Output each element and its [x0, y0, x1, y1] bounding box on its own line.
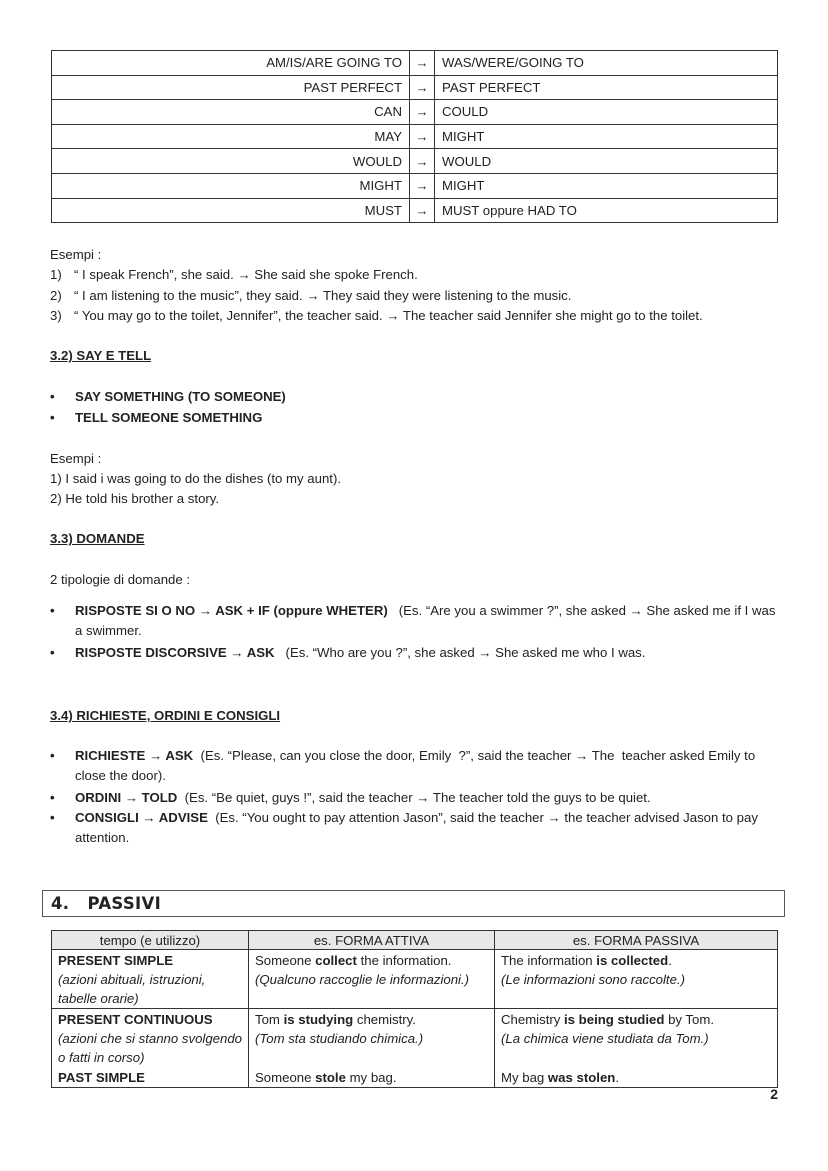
- bullet-text: (Es. “Who are you ?”, she asked → She asked me who I was.: [274, 645, 646, 660]
- from-tense: PAST PERFECT: [52, 75, 410, 100]
- bullet-bold-text: CONSIGLI → ADVISE: [75, 810, 208, 825]
- list-item: [50, 387, 780, 407]
- example-text: “ You may go to the toilet, Jennifer”, the teacher said. → The teacher said Jennifer she might go to the toilet.: [74, 308, 703, 323]
- passive-translation: (Le informazioni sono raccolte.): [501, 972, 685, 987]
- bullet-text: SAY SOMETHING (TO SOMEONE): [75, 389, 286, 404]
- active-text: chemistry.: [353, 1012, 416, 1027]
- tense-usage: (azioni che si stanno svolgendo o fatti in corso): [58, 1031, 243, 1065]
- from-tense: MAY: [52, 124, 410, 149]
- active-verb: is studying: [283, 1012, 354, 1027]
- passive-text: My bag: [501, 1070, 548, 1085]
- arrow-icon: →: [410, 149, 435, 174]
- arrow-icon: →: [410, 75, 435, 100]
- list-item: [50, 643, 780, 663]
- example-item: 1) I said i was going to do the dishes (to my aunt).: [50, 471, 342, 486]
- list-item: [50, 601, 780, 641]
- bullet-text: (Es. “Are you a swimmer ?”, she asked → She asked me if I was a swimmer.: [75, 603, 780, 638]
- passive-translation: (La chimica viene studiata da Tom.): [501, 1031, 709, 1046]
- list-item: [50, 408, 780, 428]
- table-row: [52, 149, 778, 174]
- example-text: “ I am listening to the music”, they said. → They said they were listening to the music.: [74, 288, 572, 303]
- section-heading-3-3: 3.3) DOMANDE: [50, 531, 145, 546]
- to-tense: WAS/WERE/GOING TO: [435, 51, 778, 76]
- passive-table: [51, 930, 778, 1088]
- active-translation: (Tom sta studiando chimica.): [255, 1031, 424, 1046]
- example-text: “ I speak French”, she said. → She said she spoke French.: [74, 267, 418, 282]
- bullet-icon: •: [50, 810, 55, 825]
- bullet-icon: •: [50, 748, 55, 763]
- bullet-bold-text: RISPOSTE SI O NO → ASK + IF (oppure WHETER): [75, 603, 388, 618]
- column-header: es. FORMA ATTIVA: [249, 931, 495, 950]
- tense-name: PRESENT CONTINUOUS: [58, 1012, 213, 1027]
- bullet-bold-text: RICHIESTE → ASK: [75, 748, 194, 763]
- tense-conversion-table: [51, 50, 778, 223]
- passive-text: by Tom.: [664, 1012, 714, 1027]
- to-tense: MIGHT: [435, 173, 778, 198]
- table-row: [52, 100, 778, 125]
- to-tense: WOULD: [435, 149, 778, 174]
- list-item: [50, 808, 780, 848]
- example-item: [50, 286, 571, 306]
- arrow-icon: →: [410, 51, 435, 76]
- table-row: [52, 51, 778, 76]
- tense-usage: (azioni abituali, istruzioni, tabelle orarie): [58, 972, 206, 1006]
- example-item: 2) He told his brother a story.: [50, 491, 220, 506]
- list-item: [50, 788, 780, 808]
- passive-verb: is collected: [596, 953, 669, 968]
- page-number: 2: [770, 1086, 778, 1102]
- table-row: [52, 1009, 778, 1068]
- section-heading-3-2: 3.2) SAY E TELL: [50, 348, 152, 363]
- bullet-text: (Es. “You ought to pay attention Jason”, said the teacher → the teacher advised Jason to pay attention.: [75, 810, 762, 845]
- tense-name: PRESENT SIMPLE: [58, 953, 174, 968]
- list-item: [50, 746, 780, 786]
- table-row: [52, 1067, 778, 1088]
- table-row: [52, 198, 778, 223]
- active-text: Someone: [255, 1070, 316, 1085]
- active-verb: collect: [315, 953, 357, 968]
- passive-text: .: [668, 953, 672, 968]
- to-tense: COULD: [435, 100, 778, 125]
- active-text: Someone: [255, 953, 316, 968]
- bullet-icon: •: [50, 389, 55, 404]
- bullet-bold-text: ORDINI → TOLD: [75, 790, 178, 805]
- example-item: [50, 265, 418, 285]
- passive-text: .: [615, 1070, 620, 1085]
- examples-label: Esempi :: [50, 451, 102, 466]
- active-text: my bag.: [345, 1070, 397, 1085]
- passive-text: Chemistry: [501, 1012, 565, 1027]
- bullet-text: (Es. “Please, can you close the door, Emily ?”, said the teacher → The teacher asked Emily to close the door).: [75, 748, 759, 783]
- from-tense: AM/IS/ARE GOING TO: [52, 51, 410, 76]
- example-item: [50, 306, 703, 326]
- bullet-icon: •: [50, 603, 55, 618]
- arrow-icon: →: [410, 173, 435, 198]
- example-number: 1): [50, 267, 62, 282]
- bullet-icon: •: [50, 645, 55, 660]
- passive-text: The information: [501, 953, 597, 968]
- active-translation: (Qualcuno raccoglie le informazioni.): [255, 972, 470, 987]
- column-header: es. FORMA PASSIVA: [495, 931, 778, 950]
- table-header-row: [52, 931, 778, 950]
- table-row: [52, 124, 778, 149]
- arrow-icon: →: [410, 124, 435, 149]
- to-tense: PAST PERFECT: [435, 75, 778, 100]
- active-text: Tom: [255, 1012, 284, 1027]
- intro-text: 2 tipologie di domande :: [50, 572, 191, 587]
- passive-verb: was stolen: [547, 1070, 616, 1085]
- arrow-icon: →: [410, 100, 435, 125]
- bullet-text: TELL SOMEONE SOMETHING: [75, 410, 263, 425]
- table-row: [52, 173, 778, 198]
- section-title-passivi: 4. PASSIVI: [51, 894, 162, 913]
- from-tense: MIGHT: [52, 173, 410, 198]
- from-tense: MUST: [52, 198, 410, 223]
- example-number: 2): [50, 288, 62, 303]
- arrow-icon: →: [410, 198, 435, 223]
- bullet-icon: •: [50, 790, 55, 805]
- examples-label: Esempi :: [50, 247, 102, 262]
- passive-verb: is being studied: [564, 1012, 665, 1027]
- to-tense: MIGHT: [435, 124, 778, 149]
- active-text: the information.: [356, 953, 452, 968]
- example-number: 3): [50, 308, 62, 323]
- bullet-bold-text: RISPOSTE DISCORSIVE → ASK: [75, 645, 275, 660]
- table-row: [52, 75, 778, 100]
- from-tense: WOULD: [52, 149, 410, 174]
- tense-name: PAST SIMPLE: [58, 1070, 145, 1085]
- table-row: [52, 950, 778, 1009]
- section-title-box: [42, 890, 785, 917]
- bullet-text: (Es. “Be quiet, guys !”, said the teacher → The teacher told the guys to be quiet.: [177, 790, 651, 805]
- bullet-icon: •: [50, 410, 55, 425]
- to-tense: MUST oppure HAD TO: [435, 198, 778, 223]
- active-verb: stole: [315, 1070, 346, 1085]
- from-tense: CAN: [52, 100, 410, 125]
- section-heading-3-4: 3.4) RICHIESTE, ORDINI E CONSIGLI: [50, 708, 281, 723]
- column-header: tempo (e utilizzo): [52, 931, 249, 950]
